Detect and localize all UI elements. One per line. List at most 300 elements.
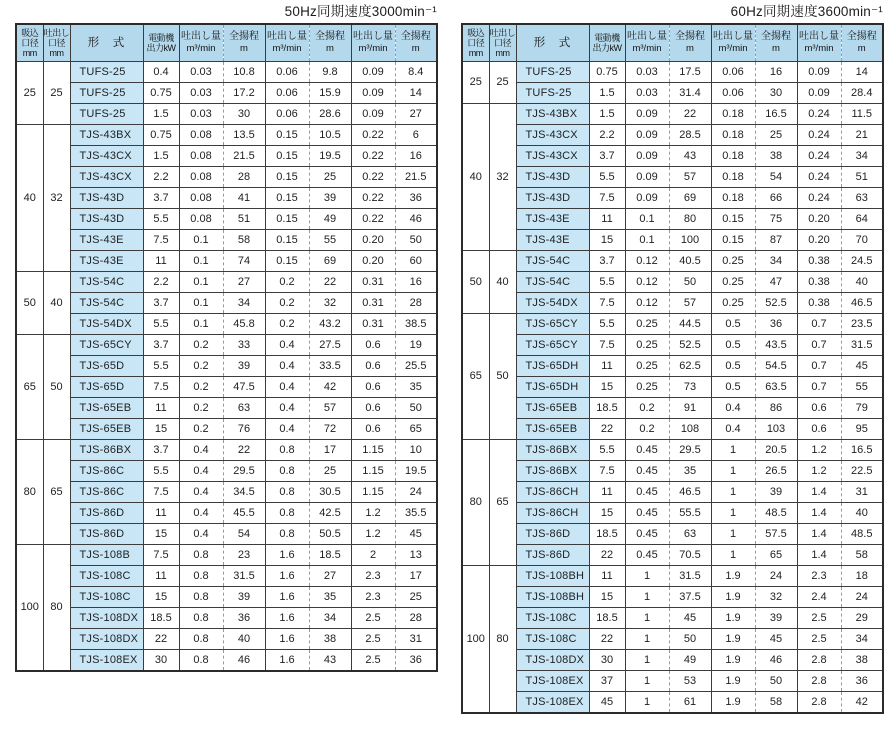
- flow-cell: 0.7: [797, 376, 841, 397]
- head-cell: 32: [309, 292, 351, 313]
- spec-table-50hz: [15, 23, 438, 672]
- flow-cell: 0.4: [179, 439, 223, 460]
- head-cell: 11.5: [841, 103, 883, 124]
- table-row: [462, 355, 883, 376]
- discharge-bore-cell: 40: [489, 250, 516, 313]
- table-row: [16, 292, 437, 313]
- flow-cell: 2.5: [351, 649, 395, 671]
- power-cell: 5.5: [143, 208, 179, 229]
- flow-cell: 0.15: [265, 145, 309, 166]
- flow-cell: 0.8: [265, 439, 309, 460]
- flow-cell: 0.18: [711, 124, 755, 145]
- flow-cell: 0.5: [711, 376, 755, 397]
- table-row: [462, 82, 883, 103]
- head-cell: 36: [841, 670, 883, 691]
- flow-cell: 0.18: [711, 145, 755, 166]
- power-cell: 1.5: [589, 103, 625, 124]
- flow-cell: 1.6: [265, 544, 309, 565]
- flow-cell: 1: [711, 544, 755, 565]
- flow-cell: 0.45: [625, 460, 669, 481]
- col-header-suction: 吸込 口径 mm: [16, 24, 43, 61]
- head-cell: 29.5: [669, 439, 711, 460]
- suction-bore-cell: 100: [16, 544, 43, 671]
- col-header-flow: 吐出し量 m³/min: [265, 24, 309, 61]
- head-cell: 50: [669, 628, 711, 649]
- model-cell: TJS-43E: [70, 250, 143, 271]
- head-cell: 17.5: [669, 61, 711, 82]
- head-cell: 21.5: [395, 166, 437, 187]
- model-cell: TJS-108DX: [70, 628, 143, 649]
- table-row: [16, 544, 437, 565]
- flow-cell: 2.8: [797, 670, 841, 691]
- flow-cell: 0.08: [179, 124, 223, 145]
- head-cell: 22: [309, 271, 351, 292]
- head-cell: 50: [755, 670, 797, 691]
- head-cell: 36: [223, 607, 265, 628]
- flow-cell: 0.6: [797, 418, 841, 439]
- power-cell: 3.7: [143, 292, 179, 313]
- head-cell: 45.8: [223, 313, 265, 334]
- head-cell: 21.5: [223, 145, 265, 166]
- power-cell: 1.5: [143, 145, 179, 166]
- suction-bore-cell: 80: [16, 439, 43, 544]
- model-cell: TJS-86BX: [516, 460, 589, 481]
- head-cell: 57: [669, 292, 711, 313]
- flow-cell: 2.5: [797, 607, 841, 628]
- head-cell: 23.5: [841, 313, 883, 334]
- head-cell: 43.5: [755, 334, 797, 355]
- head-cell: 39: [755, 481, 797, 502]
- flow-cell: 0.4: [265, 355, 309, 376]
- col-header-head: 全揚程 m: [395, 24, 437, 61]
- model-cell: TJS-108DX: [70, 607, 143, 628]
- table-row: [462, 208, 883, 229]
- flow-cell: 0.25: [625, 355, 669, 376]
- model-cell: TJS-43CX: [516, 124, 589, 145]
- flow-cell: 1.15: [351, 439, 395, 460]
- head-cell: 73: [669, 376, 711, 397]
- table-title-60hz: 60Hz同期速度3600min⁻¹: [730, 4, 883, 19]
- head-cell: 46: [223, 649, 265, 671]
- head-cell: 65: [755, 544, 797, 565]
- table-row: [16, 418, 437, 439]
- flow-cell: 1.9: [711, 607, 755, 628]
- model-cell: TJS-65D: [70, 355, 143, 376]
- model-cell: TJS-65EB: [516, 418, 589, 439]
- flow-cell: 0.4: [711, 418, 755, 439]
- table-row: [16, 649, 437, 671]
- head-cell: 62.5: [669, 355, 711, 376]
- flow-cell: 0.20: [351, 250, 395, 271]
- head-cell: 16: [395, 145, 437, 166]
- header-row: [462, 24, 883, 61]
- flow-cell: 1: [625, 691, 669, 713]
- col-header-head: 全揚程 m: [755, 24, 797, 61]
- head-cell: 100: [669, 229, 711, 250]
- model-cell: TUFS-25: [70, 61, 143, 82]
- table-row: [462, 586, 883, 607]
- flow-cell: 1.2: [797, 460, 841, 481]
- flow-cell: 1.15: [351, 460, 395, 481]
- table-row: [462, 166, 883, 187]
- flow-cell: 0.15: [265, 166, 309, 187]
- flow-cell: 0.08: [179, 166, 223, 187]
- power-cell: 18.5: [589, 397, 625, 418]
- head-cell: 39: [309, 187, 351, 208]
- flow-cell: 0.4: [265, 334, 309, 355]
- head-cell: 43: [669, 145, 711, 166]
- head-cell: 31.4: [669, 82, 711, 103]
- head-cell: 80: [669, 208, 711, 229]
- head-cell: 47: [755, 271, 797, 292]
- head-cell: 32: [755, 586, 797, 607]
- flow-cell: 1.6: [265, 628, 309, 649]
- head-cell: 18.5: [309, 544, 351, 565]
- head-cell: 31.5: [223, 565, 265, 586]
- flow-cell: 0.8: [179, 607, 223, 628]
- table-row: [462, 502, 883, 523]
- table-row: [462, 397, 883, 418]
- flow-cell: 0.06: [265, 82, 309, 103]
- discharge-bore-cell: 25: [43, 61, 70, 124]
- head-cell: 22: [223, 439, 265, 460]
- head-cell: 79: [841, 397, 883, 418]
- flow-cell: 2.5: [351, 607, 395, 628]
- col-header-head: 全揚程 m: [309, 24, 351, 61]
- flow-cell: 0.09: [797, 82, 841, 103]
- flow-cell: 1.6: [265, 586, 309, 607]
- flow-cell: 0.6: [351, 355, 395, 376]
- head-cell: 22.5: [841, 460, 883, 481]
- head-cell: 27: [309, 565, 351, 586]
- head-cell: 31: [395, 628, 437, 649]
- flow-cell: 0.24: [797, 124, 841, 145]
- head-cell: 48.5: [755, 502, 797, 523]
- head-cell: 10.5: [309, 124, 351, 145]
- head-cell: 24: [841, 586, 883, 607]
- model-cell: TJS-108EX: [70, 649, 143, 671]
- head-cell: 57: [309, 397, 351, 418]
- model-cell: TJS-65CY: [516, 313, 589, 334]
- head-cell: 76: [223, 418, 265, 439]
- head-cell: 72: [309, 418, 351, 439]
- flow-cell: 0.09: [625, 124, 669, 145]
- model-cell: TJS-65DH: [516, 355, 589, 376]
- flow-cell: 0.4: [265, 418, 309, 439]
- head-cell: 19.5: [309, 145, 351, 166]
- model-cell: TJS-86D: [70, 502, 143, 523]
- head-cell: 46: [395, 208, 437, 229]
- flow-cell: 0.7: [797, 355, 841, 376]
- flow-cell: 0.25: [625, 334, 669, 355]
- head-cell: 57.5: [755, 523, 797, 544]
- head-cell: 30.5: [309, 481, 351, 502]
- flow-cell: 0.06: [265, 103, 309, 124]
- head-cell: 38: [841, 649, 883, 670]
- col-header-power: 電動機 出力kW: [589, 24, 625, 61]
- suction-bore-cell: 40: [16, 124, 43, 271]
- flow-cell: 2.8: [797, 649, 841, 670]
- head-cell: 46: [755, 649, 797, 670]
- head-cell: 18: [841, 565, 883, 586]
- head-cell: 16: [395, 271, 437, 292]
- flow-cell: 2.3: [797, 565, 841, 586]
- model-cell: TJS-43D: [70, 208, 143, 229]
- head-cell: 19: [395, 334, 437, 355]
- power-cell: 15: [589, 376, 625, 397]
- flow-cell: 0.03: [625, 82, 669, 103]
- table-row: [16, 565, 437, 586]
- flow-cell: 0.2: [179, 334, 223, 355]
- power-cell: 5.5: [143, 313, 179, 334]
- head-cell: 17: [309, 439, 351, 460]
- head-cell: 24: [395, 481, 437, 502]
- power-cell: 5.5: [589, 166, 625, 187]
- spec-table-mount-60hz: [461, 23, 883, 714]
- discharge-bore-cell: 65: [489, 439, 516, 565]
- flow-cell: 0.03: [179, 61, 223, 82]
- flow-cell: 0.12: [625, 292, 669, 313]
- head-cell: 37.5: [669, 586, 711, 607]
- col-header-head: 全揚程 m: [841, 24, 883, 61]
- flow-cell: 0.1: [179, 229, 223, 250]
- suction-bore-cell: 65: [16, 334, 43, 439]
- discharge-bore-cell: 40: [43, 271, 70, 334]
- table-row: [462, 229, 883, 250]
- flow-cell: 0.09: [351, 82, 395, 103]
- power-cell: 7.5: [589, 292, 625, 313]
- head-cell: 44.5: [669, 313, 711, 334]
- power-cell: 5.5: [143, 355, 179, 376]
- power-cell: 7.5: [589, 187, 625, 208]
- flow-cell: 1: [711, 460, 755, 481]
- model-cell: TJS-43D: [70, 187, 143, 208]
- suction-bore-cell: 25: [462, 61, 489, 103]
- head-cell: 45: [395, 523, 437, 544]
- table-section-50hz: [15, 3, 437, 672]
- power-cell: 3.7: [143, 187, 179, 208]
- head-cell: 28: [395, 292, 437, 313]
- flow-cell: 2: [351, 544, 395, 565]
- table-row: [462, 418, 883, 439]
- power-cell: 7.5: [143, 481, 179, 502]
- suction-bore-cell: 25: [16, 61, 43, 124]
- head-cell: 64: [841, 208, 883, 229]
- head-cell: 49: [309, 208, 351, 229]
- table-row: [462, 271, 883, 292]
- spec-table-60hz: [461, 23, 884, 714]
- flow-cell: 0.1: [625, 229, 669, 250]
- flow-cell: 0.38: [797, 250, 841, 271]
- flow-cell: 0.4: [179, 502, 223, 523]
- head-cell: 34: [309, 607, 351, 628]
- flow-cell: 0.4: [179, 460, 223, 481]
- head-cell: 65: [395, 418, 437, 439]
- flow-cell: 0.20: [351, 229, 395, 250]
- table-row: [16, 82, 437, 103]
- head-cell: 10.8: [223, 61, 265, 82]
- flow-cell: 0.31: [351, 271, 395, 292]
- col-header-flow: 吐出し量 m³/min: [179, 24, 223, 61]
- table-row: [462, 292, 883, 313]
- table-row: [16, 124, 437, 145]
- flow-cell: 0.4: [711, 397, 755, 418]
- flow-cell: 0.6: [797, 397, 841, 418]
- model-cell: TJS-54C: [70, 292, 143, 313]
- head-cell: 50: [395, 229, 437, 250]
- flow-cell: 1: [711, 523, 755, 544]
- head-cell: 34: [223, 292, 265, 313]
- flow-cell: 0.2: [265, 292, 309, 313]
- model-cell: TJS-54C: [516, 271, 589, 292]
- flow-cell: 0.31: [351, 292, 395, 313]
- head-cell: 19.5: [395, 460, 437, 481]
- table-row: [16, 334, 437, 355]
- head-cell: 58: [223, 229, 265, 250]
- suction-bore-cell: 50: [462, 250, 489, 313]
- head-cell: 13.5: [223, 124, 265, 145]
- flow-cell: 0.09: [625, 145, 669, 166]
- model-cell: TJS-43E: [70, 229, 143, 250]
- flow-cell: 1.2: [797, 439, 841, 460]
- head-cell: 40: [841, 271, 883, 292]
- power-cell: 1.5: [143, 103, 179, 124]
- flow-cell: 2.5: [351, 628, 395, 649]
- power-cell: 7.5: [589, 460, 625, 481]
- model-cell: TJS-43E: [516, 229, 589, 250]
- power-cell: 11: [589, 208, 625, 229]
- model-cell: TJS-108C: [516, 628, 589, 649]
- head-cell: 46.5: [841, 292, 883, 313]
- head-cell: 16.5: [755, 103, 797, 124]
- spec-table-mount-50hz: [15, 23, 437, 672]
- head-cell: 25.5: [395, 355, 437, 376]
- flow-cell: 1: [625, 607, 669, 628]
- flow-cell: 0.8: [179, 565, 223, 586]
- flow-cell: 0.15: [265, 187, 309, 208]
- table-row: [462, 250, 883, 271]
- head-cell: 30: [223, 103, 265, 124]
- power-cell: 3.7: [589, 145, 625, 166]
- power-cell: 15: [143, 523, 179, 544]
- power-cell: 30: [143, 649, 179, 671]
- flow-cell: 0.24: [797, 145, 841, 166]
- head-cell: 25: [755, 124, 797, 145]
- head-cell: 43.2: [309, 313, 351, 334]
- head-cell: 48.5: [841, 523, 883, 544]
- flow-cell: 0.12: [625, 250, 669, 271]
- model-cell: TJS-43BX: [516, 103, 589, 124]
- flow-cell: 0.06: [265, 61, 309, 82]
- power-cell: 2.2: [589, 124, 625, 145]
- head-cell: 41: [223, 187, 265, 208]
- head-cell: 58: [755, 691, 797, 713]
- head-cell: 46.5: [669, 481, 711, 502]
- head-cell: 35: [309, 586, 351, 607]
- col-header-head: 全揚程 m: [669, 24, 711, 61]
- head-cell: 33.5: [309, 355, 351, 376]
- table-section-60hz: [461, 3, 883, 714]
- flow-cell: 0.5: [711, 355, 755, 376]
- head-cell: 28: [395, 607, 437, 628]
- power-cell: 11: [589, 565, 625, 586]
- head-cell: 69: [309, 250, 351, 271]
- head-cell: 27: [395, 103, 437, 124]
- power-cell: 15: [589, 229, 625, 250]
- flow-cell: 0.25: [625, 376, 669, 397]
- power-cell: 15: [589, 502, 625, 523]
- head-cell: 45.5: [223, 502, 265, 523]
- model-cell: TUFS-25: [516, 61, 589, 82]
- model-cell: TJS-108C: [70, 565, 143, 586]
- head-cell: 63: [841, 187, 883, 208]
- head-cell: 75: [755, 208, 797, 229]
- flow-cell: 1.9: [711, 565, 755, 586]
- flow-cell: 0.2: [265, 313, 309, 334]
- flow-cell: 0.8: [265, 523, 309, 544]
- table-row: [462, 691, 883, 713]
- power-cell: 2.2: [143, 166, 179, 187]
- table-row: [462, 649, 883, 670]
- power-cell: 22: [589, 628, 625, 649]
- power-cell: 0.75: [143, 82, 179, 103]
- power-cell: 3.7: [143, 334, 179, 355]
- suction-bore-cell: 80: [462, 439, 489, 565]
- flow-cell: 0.2: [625, 397, 669, 418]
- power-cell: 2.2: [143, 271, 179, 292]
- table-row: [462, 334, 883, 355]
- head-cell: 51: [841, 166, 883, 187]
- head-cell: 15.9: [309, 82, 351, 103]
- head-cell: 16: [755, 61, 797, 82]
- power-cell: 5.5: [589, 271, 625, 292]
- head-cell: 51: [223, 208, 265, 229]
- flow-cell: 0.06: [711, 61, 755, 82]
- discharge-bore-cell: 80: [489, 565, 516, 713]
- power-cell: 22: [589, 544, 625, 565]
- flow-cell: 0.25: [711, 271, 755, 292]
- flow-cell: 0.4: [179, 523, 223, 544]
- head-cell: 63.5: [755, 376, 797, 397]
- table-row: [462, 607, 883, 628]
- flow-cell: 0.25: [711, 292, 755, 313]
- model-cell: TJS-65EB: [516, 397, 589, 418]
- flow-cell: 1.9: [711, 670, 755, 691]
- flow-cell: 0.8: [265, 460, 309, 481]
- flow-cell: 0.5: [711, 334, 755, 355]
- flow-cell: 0.24: [797, 166, 841, 187]
- head-cell: 91: [669, 397, 711, 418]
- flow-cell: 2.3: [351, 565, 395, 586]
- table-row: [16, 145, 437, 166]
- flow-cell: 0.31: [351, 313, 395, 334]
- table-row: [462, 544, 883, 565]
- model-cell: TUFS-25: [516, 82, 589, 103]
- head-cell: 45: [755, 628, 797, 649]
- flow-cell: 0.8: [179, 649, 223, 671]
- head-cell: 39: [223, 355, 265, 376]
- head-cell: 35: [395, 376, 437, 397]
- head-cell: 69: [669, 187, 711, 208]
- flow-cell: 0.20: [797, 229, 841, 250]
- flow-cell: 0.24: [797, 103, 841, 124]
- model-cell: TJS-108BH: [516, 565, 589, 586]
- flow-cell: 0.03: [625, 61, 669, 82]
- flow-cell: 0.8: [265, 502, 309, 523]
- model-cell: TJS-86CH: [516, 481, 589, 502]
- flow-cell: 0.09: [797, 61, 841, 82]
- flow-cell: 1.6: [265, 607, 309, 628]
